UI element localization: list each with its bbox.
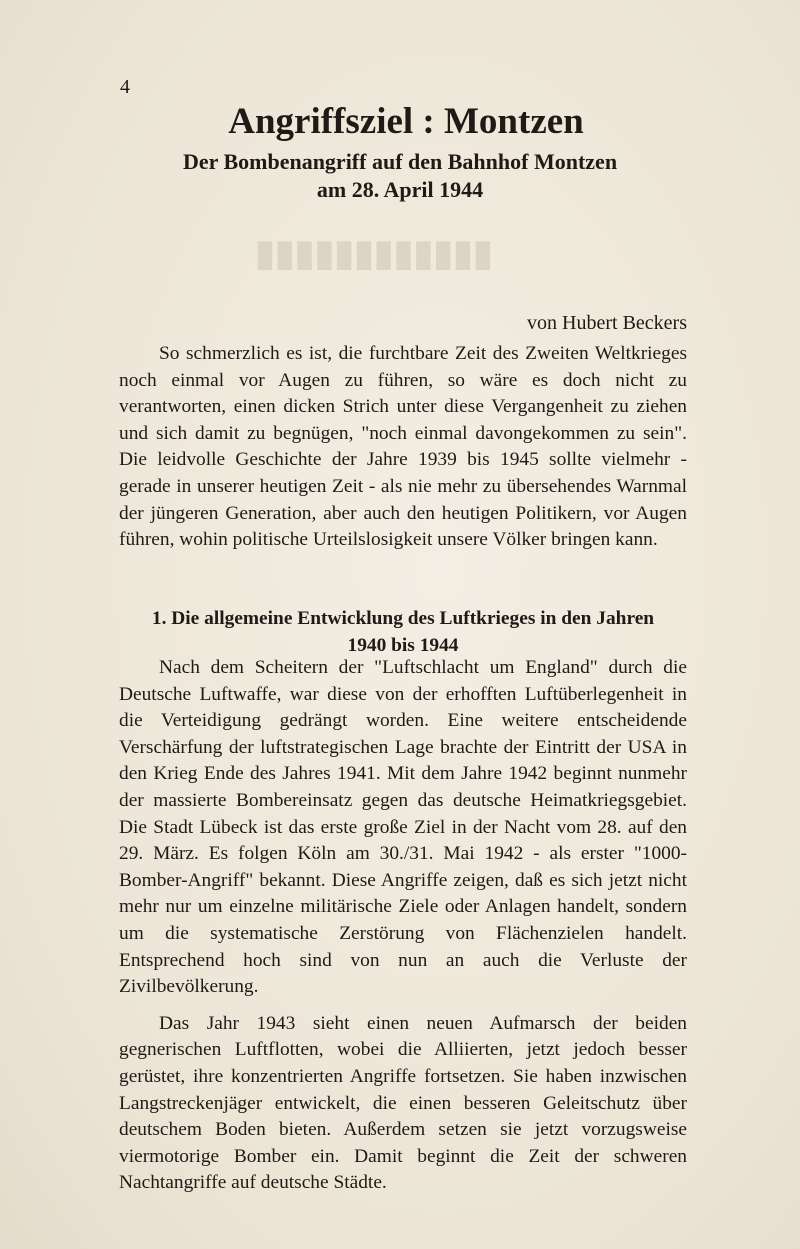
subtitle [0, 148, 800, 204]
intro-paragraph: So schmerzlich es ist, die furchtbare Zeit des Zweiten Weltkrieges noch einmal vor Augen zu führen, so wäre es doch nicht zu verantworten, einen dicken Strich unter diese Vergangenheit zu ziehen und sich damit zu begnügen, "noch einmal davongekommen zu sein". Die leidvolle Geschichte der Jahre 1939 bis 1945 sollte vielmehr - gerade in unserer heutigen Zeit - als nie mehr zu übersehendes Warnmal der jüngeren Generation, aber auch den heutigen Politikern, vor Augen führen, wohin politische Urteilslosigkeit unsere Völker bringen kann. [119, 343, 687, 551]
author-byline: von Hubert Beckers [527, 312, 687, 334]
section-paragraph-2: Das Jahr 1943 sieht einen neuen Aufmarsch der beiden gegnerischen Luftflotten, wobei die Alliierten, jetzt jedoch besser gerüstet, ihre konzentrierten Angriffe fortsetzen. Sie haben inzwischen Langstreckenjäger entwickelt, die einen besseren Geleitschutz über deutschem Boden bieten. Außerdem setzen sie jetzt vorzugsweise viermotorige Bomber ein. Damit beginnt die Zeit der schweren Nachtangriffe auf deutsche Städte. [119, 1012, 687, 1194]
section-heading-line-1: 1. Die allgemeine Entwicklung des Luftkrieges in den Jahren [151, 608, 655, 629]
intro-section [119, 341, 687, 554]
page-number: 4 [120, 76, 130, 98]
bleed-through-shadow: ▮▮▮▮▮▮▮▮▮▮▮▮ [255, 233, 493, 273]
section-heading-line-2: 1940 bis 1944 [347, 635, 459, 656]
subtitle-line-1: Der Bombenangriff auf den Bahnhof Montzen [182, 149, 618, 174]
section-body [119, 655, 687, 1197]
section-paragraph-1: Nach dem Scheitern der "Luftschlacht um England" durch die Deutsche Luftwaffe, war diese von der erhofften Luftüberlegenheit in die Verteidigung gedrängt worden. Eine weitere entscheidende Verschärfung der luftstrategischen Lage brachte der Eintritt der USA in den Krieg Ende des Jahres 1941. Mit dem Jahre 1942 beginnt nunmehr der massierte Bombereinsatz gegen das deutsche Heimatkriegsgebiet. Die Stadt Lübeck ist das erste große Ziel in der Nacht vom 28. auf den 29. März. Es folgen Köln am 30./31. Mai 1942 - als erster "1000-Bomber-Angriff" bekannt. Diese Angriffe zeigen, daß es sich jetzt nicht mehr nur um einzelne militärische Ziele oder Anlagen handelt, sondern um die systematische Zerstörung von Flächenzielen handelt. Entsprechend hoch sind von nun an auch die Verluste der Zivilbevölkerung. [119, 657, 687, 998]
section-heading [119, 605, 687, 659]
page-title: Angriffsziel : Montzen [228, 101, 584, 142]
subtitle-line-2: am 28. April 1944 [316, 177, 484, 202]
